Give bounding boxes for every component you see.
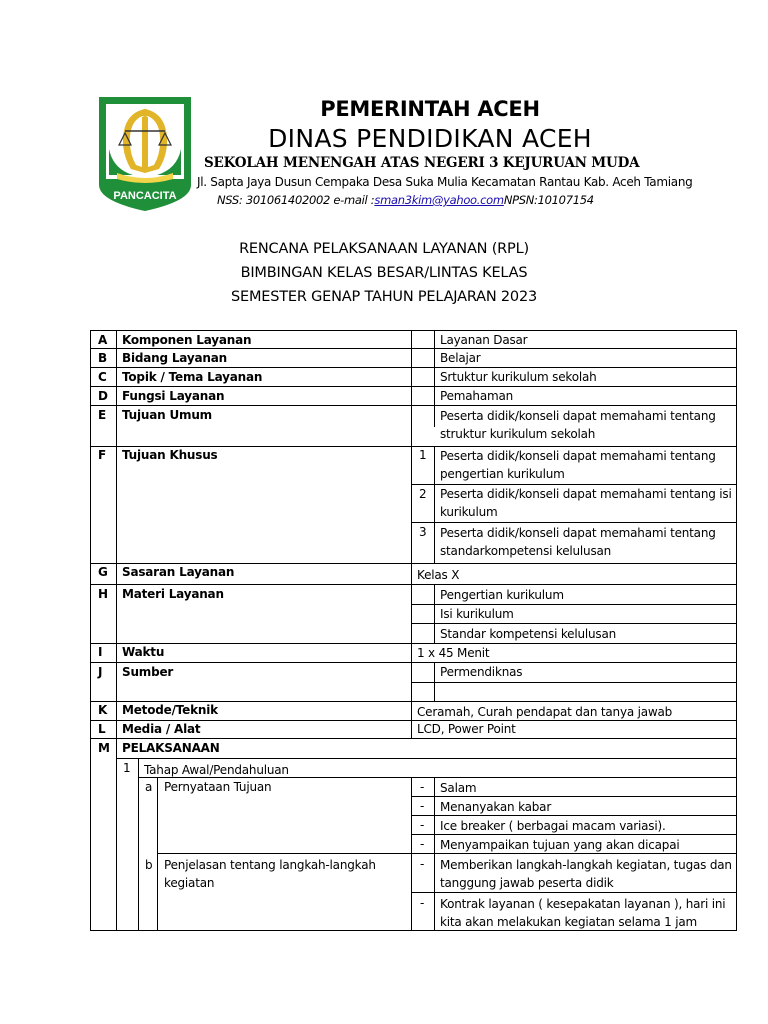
row-code-i: I bbox=[98, 645, 103, 659]
row-value-c: Srtuktur kurikulum sekolah bbox=[440, 370, 597, 384]
tujuan-khusus-2-line1: Peserta didik/konseli dapat memahami tentang isi bbox=[440, 487, 732, 501]
school-address: Jl. Sapta Jaya Dusun Cempaka Desa Suka Mulia Kecamatan Rantau Kab. Aceh Tamiang bbox=[197, 175, 693, 189]
materi-item-3: Standar kompetensi kelulusan bbox=[440, 627, 617, 641]
row-label-d: Fungsi Layanan bbox=[122, 389, 225, 403]
school-nss-line bbox=[217, 193, 594, 207]
school-name: SEKOLAH MENENGAH ATAS NEGERI 3 KEJURUAN MUDA bbox=[204, 155, 640, 171]
row-label-a: Komponen Layanan bbox=[122, 333, 252, 347]
materi-item-1: Pengertian kurikulum bbox=[440, 588, 564, 602]
row-code-d: D bbox=[98, 389, 108, 403]
doc-title-1: RENCANA PELAKSANAAN LAYANAN (RPL) bbox=[239, 241, 529, 257]
row-label-b: Bidang Layanan bbox=[122, 351, 227, 365]
doc-title-3: SEMESTER GENAP TAHUN PELAJARAN 2023 bbox=[230, 289, 538, 305]
row-value-i: 1 x 45 Menit bbox=[417, 646, 490, 660]
tujuan-khusus-num-3: 3 bbox=[419, 525, 427, 539]
row-label-i: Waktu bbox=[122, 645, 165, 659]
tujuan-khusus-3-line1: Peserta didik/konseli dapat memahami tentang bbox=[440, 526, 716, 540]
row-code-h: H bbox=[98, 587, 108, 601]
sub-a-item-2: Menanyakan kabar bbox=[440, 800, 552, 814]
step-label: Tahap Awal/Pendahuluan bbox=[144, 763, 289, 777]
nss-text: NSS: 301061402002 e-mail : bbox=[217, 193, 375, 207]
dash-b1: - bbox=[420, 857, 425, 871]
tujuan-khusus-1-line2: pengertian kurikulum bbox=[440, 467, 565, 481]
row-code-e: E bbox=[98, 408, 106, 422]
row-value-l: LCD, Power Point bbox=[417, 722, 516, 736]
sub-b-letter: b bbox=[145, 858, 153, 872]
row-code-m: M bbox=[98, 741, 110, 755]
row-label-l: Media / Alat bbox=[122, 722, 201, 736]
row-code-b: B bbox=[98, 351, 107, 365]
row-value-g: Kelas X bbox=[417, 568, 460, 582]
dash-a4: - bbox=[420, 837, 425, 851]
tujuan-khusus-3-line2: standarkompetensi kelulusan bbox=[440, 544, 612, 558]
sub-b-label-line1: Penjelasan tentang langkah-langkah bbox=[164, 858, 376, 872]
logo-caption: PANCACITA bbox=[113, 190, 177, 202]
row-value-e-line2: struktur kurikulum sekolah bbox=[440, 427, 596, 441]
row-value-j: Permendiknas bbox=[440, 665, 523, 679]
row-label-h: Materi Layanan bbox=[122, 587, 224, 601]
row-value-k: Ceramah, Curah pendapat dan tanya jawab bbox=[417, 705, 673, 719]
npsn-text: NPSN:10107154 bbox=[503, 193, 594, 207]
row-label-j: Sumber bbox=[122, 665, 174, 679]
row-label-f: Tujuan Khusus bbox=[122, 448, 218, 462]
doc-title-2: BIMBINGAN KELAS BESAR/LINTAS KELAS bbox=[240, 265, 528, 281]
sub-a-item-4: Menyampaikan tujuan yang akan dicapai bbox=[440, 838, 680, 852]
step-number: 1 bbox=[123, 761, 131, 775]
header-title-1: PEMERINTAH ACEH bbox=[320, 97, 540, 121]
row-value-d: Pemahaman bbox=[440, 389, 514, 403]
materi-item-2: Isi kurikulum bbox=[440, 607, 514, 621]
dash-a1: - bbox=[420, 780, 425, 794]
sub-b-item-1-line1: Memberikan langkah-langkah kegiatan, tugas dan bbox=[440, 858, 732, 872]
tujuan-khusus-1-line1: Peserta didik/konseli dapat memahami tentang bbox=[440, 449, 716, 463]
row-label-k: Metode/Teknik bbox=[122, 703, 218, 717]
row-label-c: Topik / Tema Layanan bbox=[122, 370, 263, 384]
sub-a-letter: a bbox=[145, 780, 153, 794]
row-code-j: J bbox=[98, 665, 103, 679]
row-code-a: A bbox=[98, 333, 108, 347]
email-link[interactable]: sman3kim@yahoo.com bbox=[374, 193, 504, 207]
row-label-g: Sasaran Layanan bbox=[122, 565, 235, 579]
header-title-2: DINAS PENDIDIKAN ACEH bbox=[268, 124, 592, 153]
sub-b-item-2-line1: Kontrak layanan ( kesepakatan layanan ), hari ini bbox=[440, 897, 726, 911]
sub-a-label: Pernyataan Tujuan bbox=[164, 780, 272, 794]
row-code-c: C bbox=[98, 370, 107, 384]
row-value-a: Layanan Dasar bbox=[440, 333, 528, 347]
tujuan-khusus-2-line2: kurikulum bbox=[440, 505, 498, 519]
sub-b-item-1-line2: tanggung jawab peserta didik bbox=[440, 876, 614, 890]
dash-a3: - bbox=[420, 818, 425, 832]
row-value-e-line1: Peserta didik/konseli dapat memahami tentang bbox=[440, 409, 716, 423]
tujuan-khusus-num-1: 1 bbox=[419, 448, 427, 462]
row-code-k: K bbox=[98, 703, 108, 717]
row-label-e: Tujuan Umum bbox=[122, 408, 212, 422]
row-label-m: PELAKSANAAN bbox=[122, 741, 220, 755]
row-code-l: L bbox=[98, 722, 106, 736]
tujuan-khusus-num-2: 2 bbox=[419, 487, 427, 501]
sub-b-label-line2: kegiatan bbox=[164, 876, 215, 890]
dash-a2: - bbox=[420, 799, 425, 813]
sub-a-item-3: Ice breaker ( berbagai macam variasi). bbox=[440, 819, 666, 833]
dash-b2: - bbox=[420, 896, 425, 910]
row-code-g: G bbox=[98, 565, 108, 579]
row-code-f: F bbox=[98, 448, 106, 462]
sub-a-item-1: Salam bbox=[440, 781, 477, 795]
sub-b-item-2-line2: kita akan melakukan kegiatan selama 1 jam bbox=[440, 915, 697, 929]
row-value-b: Belajar bbox=[440, 351, 481, 365]
